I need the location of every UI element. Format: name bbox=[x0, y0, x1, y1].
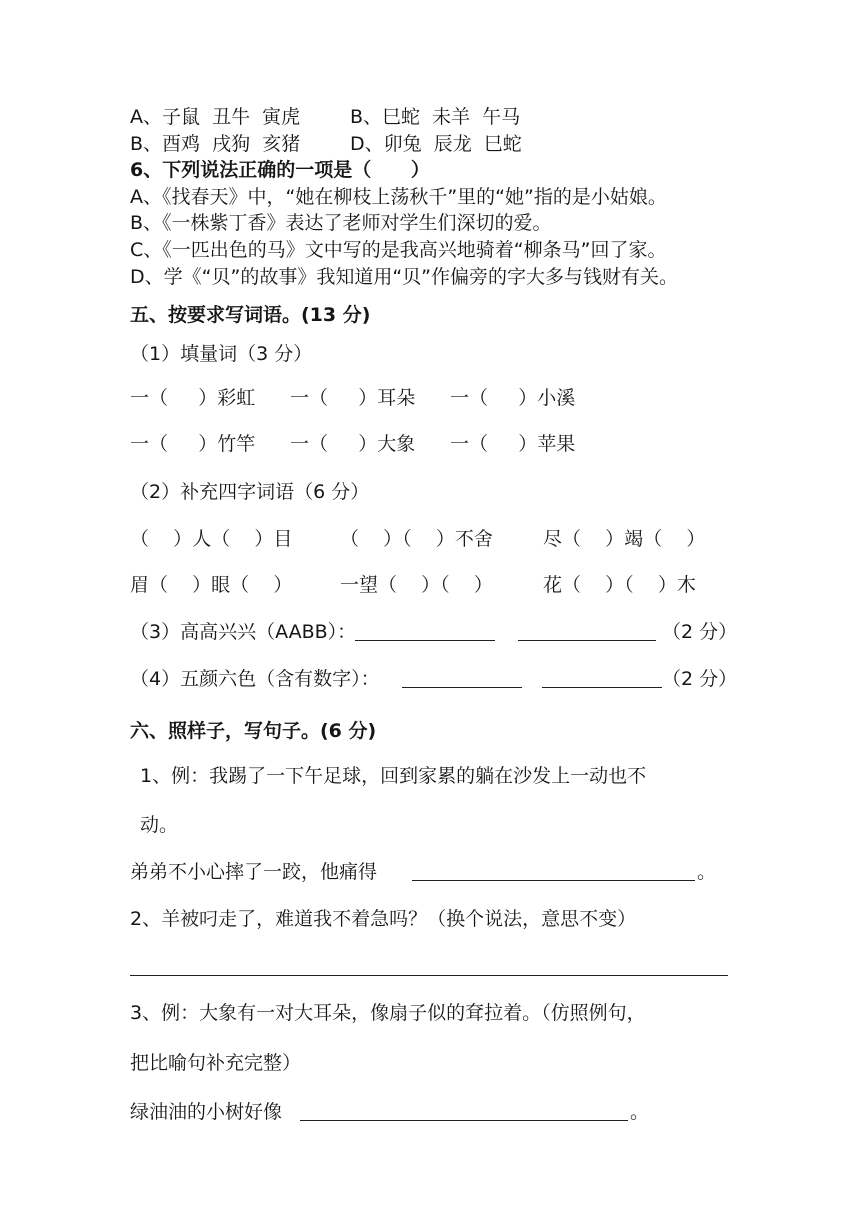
answer-blank[interactable] bbox=[542, 687, 662, 688]
idiom-item: 一望（ ）（ ） bbox=[340, 574, 493, 596]
measure-word-item: 一（ ）大象 bbox=[290, 433, 416, 455]
idiom-item: 花（ ）（ ）木 bbox=[543, 574, 696, 596]
section5-title: 五、按要求写词语。(13 分) bbox=[130, 304, 371, 326]
answer-blank[interactable] bbox=[402, 687, 522, 688]
q6-option-a: A、《找春天》中，“她在柳枝上荡秋千”里的“她”指的是小姑娘。 bbox=[130, 186, 667, 208]
part1-title: （1）填量词（3 分） bbox=[130, 343, 313, 365]
option-c: B、酉鸡 戌狗 亥猪 bbox=[130, 133, 301, 155]
q3-end-mark: 。 bbox=[630, 1101, 650, 1123]
q1-prompt: 弟弟不小心摔了一跤，他痛得 bbox=[130, 861, 378, 883]
idiom-item: （ ）（ ）不舍 bbox=[340, 528, 493, 550]
option-b: B、巳蛇 未羊 午马 bbox=[350, 106, 521, 128]
measure-word-item: 一（ ）苹果 bbox=[450, 433, 576, 455]
answer-blank[interactable] bbox=[355, 640, 495, 641]
answer-blank[interactable] bbox=[518, 640, 656, 641]
q6-option-b: B、《一株紫丁香》表达了老师对学生们深切的爱。 bbox=[130, 212, 552, 234]
q1-example-line1: 1、例：我踢了一下午足球，回到家累的躺在沙发上一动也不 bbox=[140, 765, 647, 787]
q3-example-line1: 3、例：大象有一对大耳朵，像扇子似的耷拉着。（仿照例句， bbox=[130, 1002, 646, 1024]
q3-prompt: 绿油油的小树好像 bbox=[130, 1101, 283, 1123]
q6-title: 6、下列说法正确的一项是（ ） bbox=[130, 159, 430, 181]
measure-word-item: 一（ ）小溪 bbox=[450, 387, 576, 409]
q1-end-mark: 。 bbox=[697, 861, 717, 883]
answer-line[interactable] bbox=[130, 975, 728, 976]
part4-label: （4）五颜六色（含有数字）： bbox=[130, 668, 380, 690]
measure-word-item: 一（ ）彩虹 bbox=[130, 387, 256, 409]
q3-example-line2: 把比喻句补充完整） bbox=[130, 1052, 302, 1074]
option-a: A、子鼠 丑牛 寅虎 bbox=[130, 106, 301, 128]
answer-blank[interactable] bbox=[300, 1120, 628, 1121]
part3-label: （3）高高兴兴（AABB）： bbox=[130, 621, 357, 643]
q2-text: 2、羊被叼走了，难道我不着急吗？（换个说法，意思不变） bbox=[130, 908, 637, 930]
q6-option-d: D、学《“贝”的故事》我知道用“贝”作偏旁的字大多与钱财有关。 bbox=[130, 266, 679, 288]
measure-word-item: 一（ ）竹竿 bbox=[130, 433, 256, 455]
idiom-item: （ ）人（ ）目 bbox=[130, 528, 293, 550]
idiom-item: 尽（ ）竭（ ） bbox=[543, 528, 706, 550]
section6-title: 六、照样子，写句子。(6 分) bbox=[130, 720, 377, 742]
measure-word-item: 一（ ）耳朵 bbox=[290, 387, 416, 409]
answer-blank[interactable] bbox=[412, 880, 695, 881]
idiom-item: 眉（ ）眼（ ） bbox=[130, 574, 293, 596]
q6-option-c: C、《一匹出色的马》文中写的是我高兴地骑着“柳条马”回了家。 bbox=[130, 239, 667, 261]
option-d: D、卯兔 辰龙 巳蛇 bbox=[350, 133, 522, 155]
part3-score: （2 分） bbox=[662, 621, 738, 643]
part4-score: （2 分） bbox=[662, 668, 738, 690]
q1-example-line2: 动。 bbox=[140, 814, 179, 836]
part2-title: （2）补充四字词语（6 分） bbox=[130, 481, 370, 503]
